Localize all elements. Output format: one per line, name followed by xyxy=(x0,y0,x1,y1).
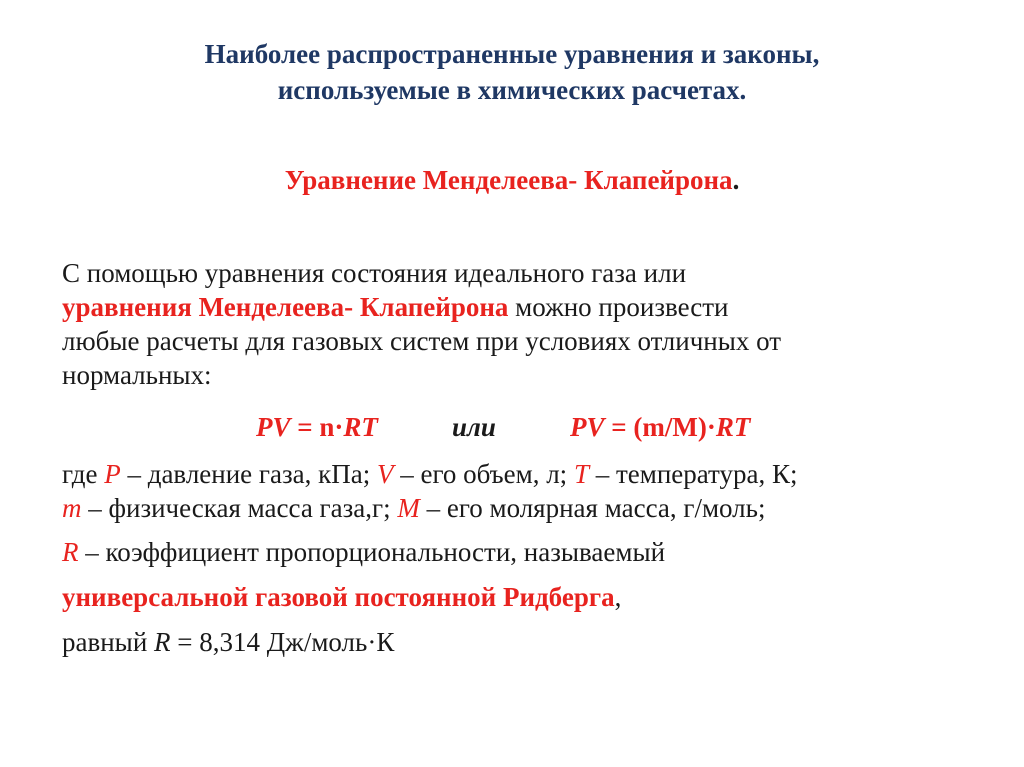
var-molar-m: M xyxy=(397,493,420,523)
var-v: V xyxy=(376,459,394,489)
var-m-desc: – физическая масса газа,г; xyxy=(81,493,398,523)
paragraph-line-2 xyxy=(62,290,728,324)
var-r-desc: – коэффициент пропорциональности, называемый xyxy=(78,537,666,567)
formula-or-text: или xyxy=(452,412,496,442)
r-value-prefix: равный xyxy=(62,627,155,657)
var-m: m xyxy=(62,493,82,523)
var-t-desc: – температура, К; xyxy=(588,459,798,489)
var-t: T xyxy=(573,459,589,489)
var-molar-m-desc: – его молярная масса, г/моль; xyxy=(419,493,766,523)
paragraph-line-1: С помощью уравнения состояния идеального газа или xyxy=(62,258,687,288)
formula-2-rt: RT xyxy=(715,412,751,442)
var-p-desc: – давление газа, кПа; xyxy=(120,459,377,489)
section-heading-dot: . xyxy=(732,165,740,195)
formula-2-pv: PV xyxy=(570,412,605,442)
r-value: = 8,314 Дж/моль·К xyxy=(170,627,395,657)
formula-2-eq: = (m/M)· xyxy=(604,412,716,442)
constant-name-comma: , xyxy=(614,582,622,612)
formula-1-pv: PV xyxy=(256,412,291,442)
paragraph-line-3: любые расчеты для газовых систем при условиях отличных от xyxy=(62,326,782,356)
r-definition-line xyxy=(62,535,665,569)
var-v-desc: – его объем, л; xyxy=(393,459,574,489)
formula-1-rt: RT xyxy=(343,412,378,442)
paragraph-line-4: нормальных: xyxy=(62,360,212,390)
slide-title-line-2: используемые в химических расчетах. xyxy=(277,75,747,105)
where-prefix: где xyxy=(62,459,105,489)
paragraph-line-2-rest: можно произвести xyxy=(508,292,729,322)
section-heading-text: Уравнение Менделеева- Клапейрона xyxy=(284,165,733,195)
var-p: P xyxy=(104,459,121,489)
slide-title-line-1: Наиболее распространенные уравнения и законы, xyxy=(204,39,820,69)
section-heading xyxy=(0,162,1024,198)
formula-1-eq: = n· xyxy=(290,412,344,442)
constant-name: универсальной газовой постоянной Ридберга xyxy=(62,582,615,612)
where-line-1 xyxy=(62,457,798,491)
formula-1 xyxy=(256,410,378,444)
formula-or xyxy=(452,410,496,444)
equation-name-highlight: уравнения Менделеева- Клапейрона xyxy=(62,292,509,322)
var-r: R xyxy=(62,537,79,567)
r-value-line xyxy=(62,625,394,659)
r-value-symbol: R xyxy=(154,627,171,657)
where-line-2 xyxy=(62,491,765,525)
constant-name-line xyxy=(62,580,621,614)
formula-2 xyxy=(570,410,750,444)
